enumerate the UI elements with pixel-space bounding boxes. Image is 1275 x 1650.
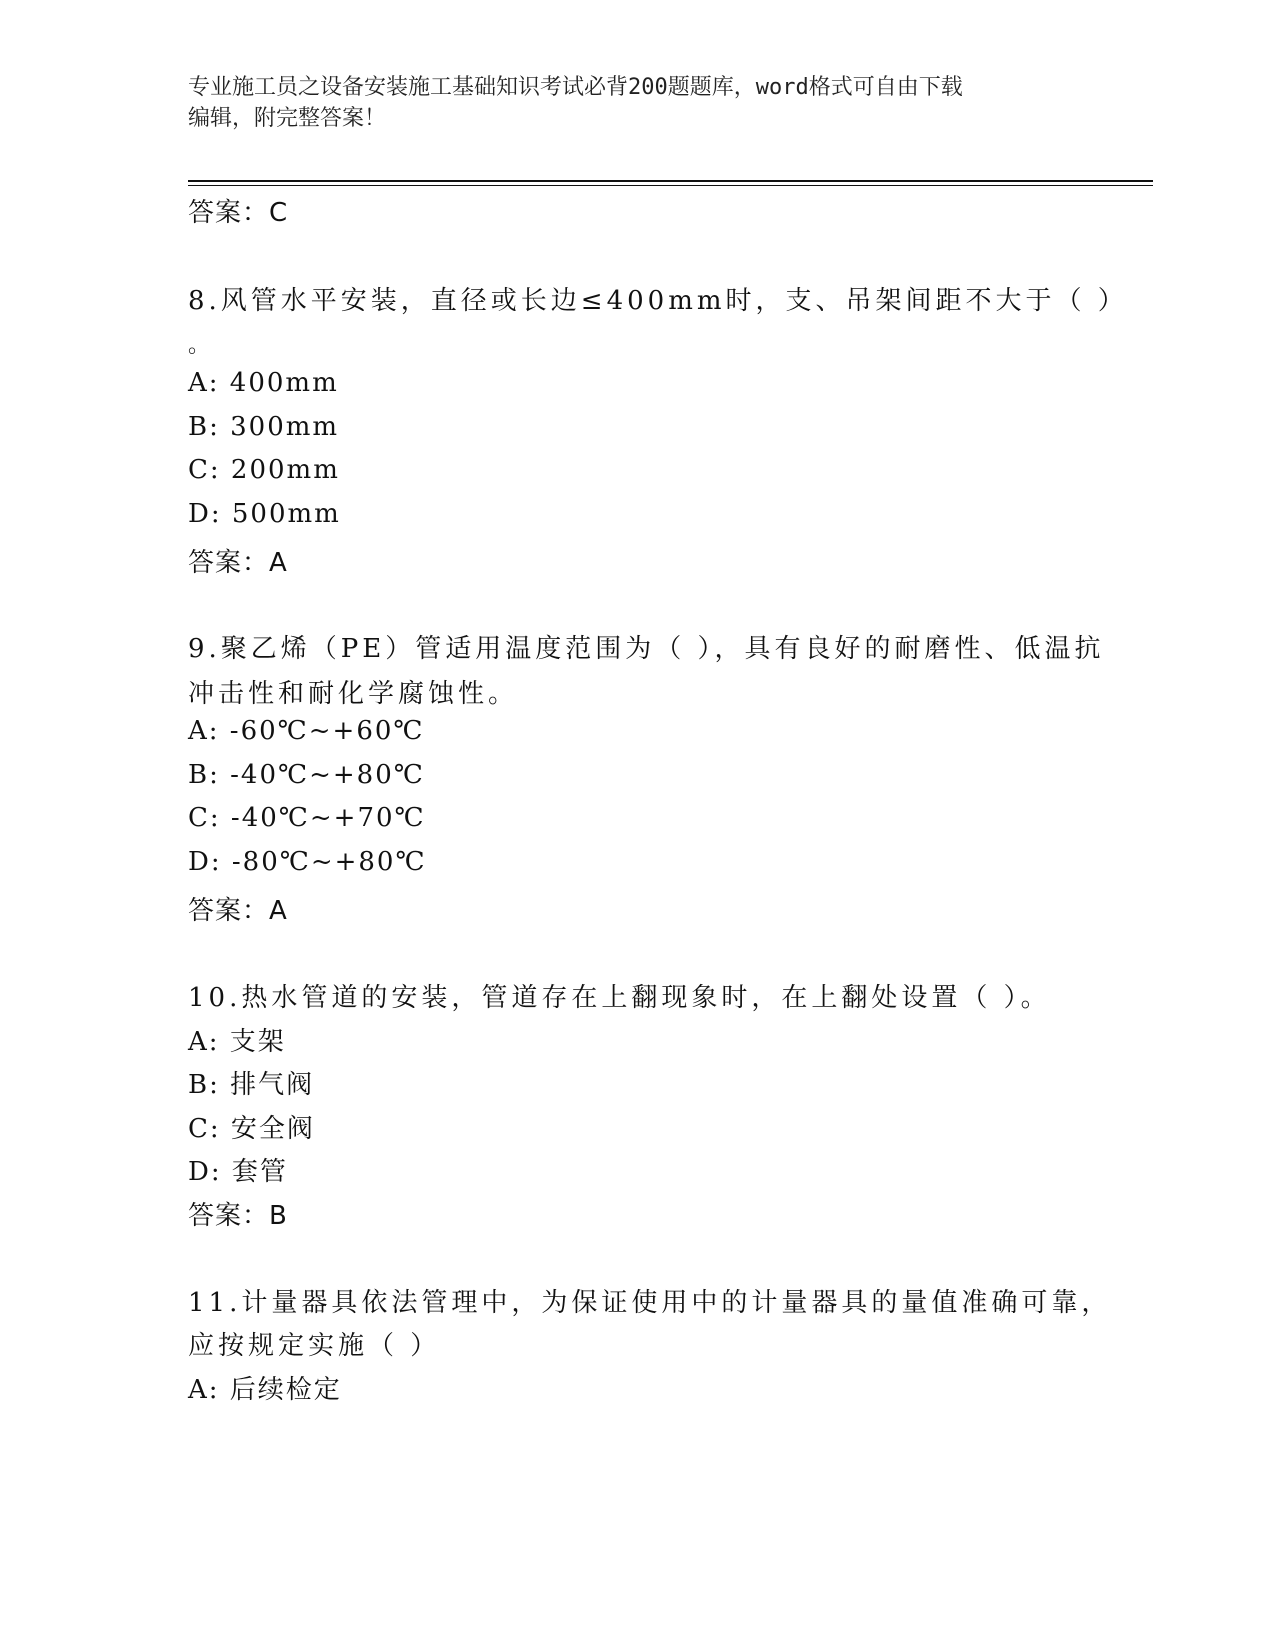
question-11-option-a: A: 后续检定	[188, 1375, 342, 1405]
question-9-text: 9.聚乙烯（PE）管适用温度范围为（ ），具有良好的耐磨性、低温抗	[188, 634, 1105, 664]
question-10-option-a: A: 支架	[188, 1027, 286, 1057]
question-8-option-a: A: 400mm	[188, 368, 339, 398]
header-divider-thin	[188, 185, 1153, 186]
question-9-answer: 答案：A	[188, 896, 288, 926]
question-10-option-c: C: 安全阀	[188, 1114, 315, 1144]
question-10-answer: 答案：B	[188, 1201, 288, 1231]
question-11-text-continued: 应按规定实施（ ）	[188, 1331, 441, 1361]
question-9-option-b: B: -40℃~+80℃	[188, 760, 425, 790]
header-title-line-2: 编辑，附完整答案！	[188, 106, 387, 131]
previous-question-answer: 答案：C	[188, 198, 289, 228]
question-9-text-continued: 冲击性和耐化学腐蚀性。	[188, 679, 519, 709]
header-title-line-1: 专业施工员之设备安装施工基础知识考试必背200题题库，word格式可自由下载	[188, 75, 963, 100]
header-divider-thick	[188, 180, 1153, 182]
question-8-text: 8.风管水平安装，直径或长边≤400mm时，支、吊架间距不大于（ ）	[188, 286, 1128, 316]
question-8-option-c: C: 200mm	[188, 455, 340, 485]
document-header	[188, 72, 1088, 134]
question-8-answer: 答案：A	[188, 548, 288, 578]
question-8-option-b: B: 300mm	[188, 412, 340, 442]
question-10-text: 10.热水管道的安装，管道存在上翻现象时，在上翻处设置（ ）。	[188, 983, 1051, 1013]
question-9-option-c: C: -40℃~+70℃	[188, 803, 426, 833]
question-9-option-d: D: -80℃~+80℃	[188, 847, 427, 877]
question-10-option-d: D: 套管	[188, 1157, 288, 1187]
question-11-text: 11.计量器具依法管理中，为保证使用中的计量器具的量值准确可靠，	[188, 1288, 1112, 1318]
question-8-option-d: D: 500mm	[188, 499, 341, 529]
question-8-text-continued: 。	[188, 333, 211, 358]
question-10-option-b: B: 排气阀	[188, 1070, 315, 1100]
question-9-option-a: A: -60℃~+60℃	[188, 716, 425, 746]
